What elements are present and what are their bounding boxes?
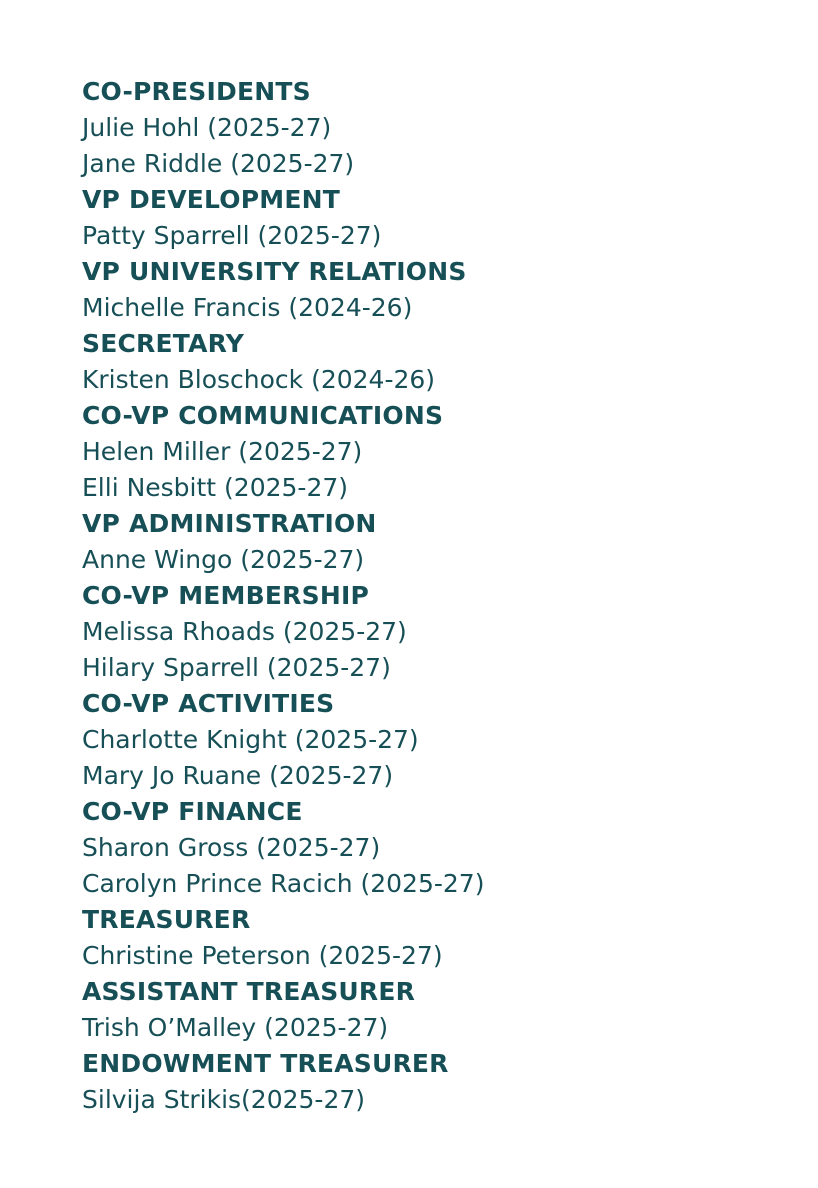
role-heading-co-vp-activities: CO-VP ACTIVITIES <box>82 689 335 718</box>
role-heading-co-vp-membership: CO-VP MEMBERSHIP <box>82 581 369 610</box>
member-name: Silvija Strikis(2025-27) <box>82 1085 366 1114</box>
member-name: Julie Hohl (2025-27) <box>82 113 332 142</box>
officer-list <box>82 74 782 1118</box>
role-heading-vp-university-relations: VP UNIVERSITY RELATIONS <box>82 257 467 286</box>
member-name: Anne Wingo (2025-27) <box>82 545 365 574</box>
member-name: Michelle Francis (2024-26) <box>82 293 413 322</box>
member-name: Jane Riddle (2025-27) <box>82 149 355 178</box>
member-name: Mary Jo Ruane (2025-27) <box>82 761 394 790</box>
role-heading-vp-administration: VP ADMINISTRATION <box>82 509 377 538</box>
role-heading-assistant-treasurer: ASSISTANT TREASURER <box>82 977 416 1006</box>
member-name: Charlotte Knight (2025-27) <box>82 725 419 754</box>
member-name: Christine Peterson (2025-27) <box>82 941 443 970</box>
member-name: Sharon Gross (2025-27) <box>82 833 381 862</box>
member-name: Helen Miller (2025-27) <box>82 437 363 466</box>
member-name: Melissa Rhoads (2025-27) <box>82 617 407 646</box>
member-name: Patty Sparrell (2025-27) <box>82 221 382 250</box>
role-heading-co-vp-communications: CO-VP COMMUNICATIONS <box>82 401 444 430</box>
member-name: Carolyn Prince Racich (2025-27) <box>82 869 485 898</box>
role-heading-vp-development: VP DEVELOPMENT <box>82 185 340 214</box>
member-name: Trish O’Malley (2025-27) <box>82 1013 389 1042</box>
role-heading-endowment-treasurer: ENDOWMENT TREASURER <box>82 1049 449 1078</box>
role-heading-secretary: SECRETARY <box>82 329 245 358</box>
role-heading-treasurer: TREASURER <box>82 905 251 934</box>
role-heading-co-vp-finance: CO-VP FINANCE <box>82 797 303 826</box>
role-heading-co-presidents: CO-PRESIDENTS <box>82 77 311 106</box>
member-name: Hilary Sparrell (2025-27) <box>82 653 391 682</box>
member-name: Elli Nesbitt (2025-27) <box>82 473 349 502</box>
member-name: Kristen Bloschock (2024-26) <box>82 365 436 394</box>
